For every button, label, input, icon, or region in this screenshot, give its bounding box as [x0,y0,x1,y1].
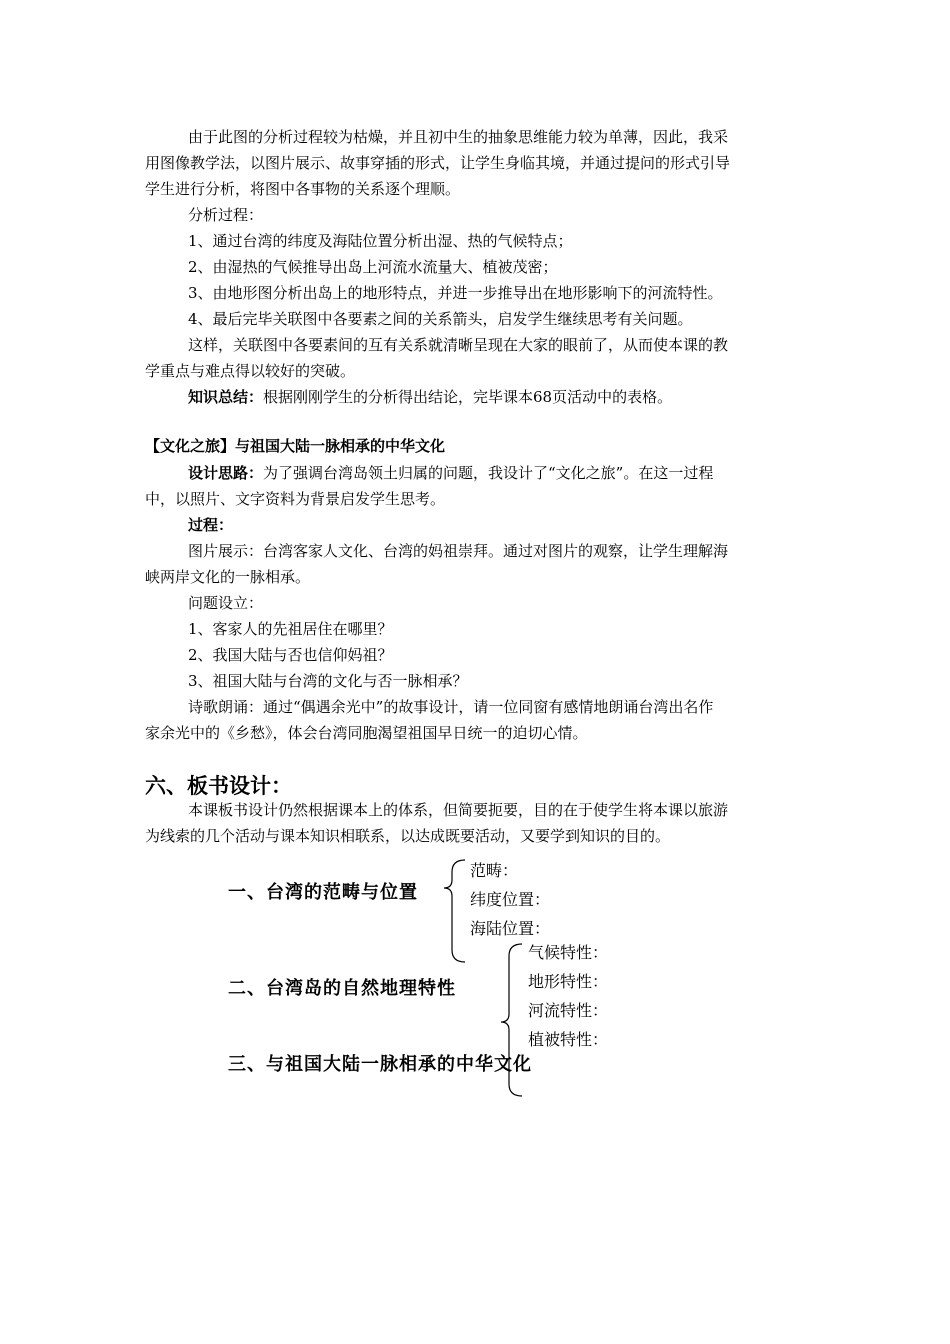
paragraph-line: 峡两岸文化的一脉相承。 [145,568,311,586]
brace2-item: 地形特性： [528,972,609,991]
list-item: 2、由湿热的气候推导出岛上河流水流量大、植被茂密； [188,258,558,276]
paragraph-line: 学重点与难点得以较好的突破。 [145,362,356,380]
paragraph-line: 用图像教学法，以图片展示、故事穿插的形式，让学生身临其境，并通过提问的形式引导 [145,154,731,172]
question-item: 1、客家人的先祖居住在哪里？ [188,620,393,638]
brace2-item: 植被特性： [528,1030,609,1049]
paragraph-line: 为线索的几个活动与课本知识相联系，以达成既要活动，又要学到知识的目的。 [145,827,671,845]
board-item-3: 三、与祖国大陆一脉相承的中华文化 [228,1054,532,1075]
paragraph-line: 学生进行分析，将图中各事物的关系逐个理顺。 [145,180,461,198]
paragraph-line: 图片展示：台湾客家人文化、台湾的妈祖崇拜。通过对图片的观察，让学生理解海 [188,542,729,560]
summary-line [188,385,672,409]
process-label: 分析过程： [188,206,264,224]
brace2-item: 气候特性： [528,943,609,962]
section-heading: 【文化之旅】与祖国大陆一脉相承的中华文化 [145,437,446,455]
board-item-2: 二、台湾岛的自然地理特性 [228,978,456,999]
section-title: 六、板书设计： [145,773,292,798]
paragraph-line: 本课板书设计仍然根据课本上的体系，但简要扼要，目的在于使学生将本课以旅游 [188,801,729,819]
brace2-item: 河流特性： [528,1001,609,1020]
question-item: 2、我国大陆与否也信仰妈祖？ [188,646,393,664]
question-item: 3、祖国大陆与台湾的文化与否一脉相承？ [188,672,468,690]
paragraph-line: 家余光中的《乡愁》，体会台湾同胞渴望祖国早日统一的迫切心情。 [145,724,588,742]
list-item: 3、由地形图分析出岛上的地形特点，并进一步推导出在地形影响下的河流特性。 [188,284,723,302]
question-label: 问题设立： [188,594,264,612]
paragraph-line: 这样，关联图中各要素间的互有关系就清晰呈现在大家的眼前了，从而使本课的教 [188,336,729,354]
process-label: 过程： [188,516,234,534]
paragraph-line: 中，以照片、文字资料为背景启发学生思考。 [145,490,446,508]
paragraph-line: 诗歌朗诵：通过“偶遇余光中”的故事设计，请一位同窗有感情地朗诵台湾出名作 [188,698,714,716]
summary-text: 根据刚刚学生的分析得出结论，完毕课本68页活动中的表格。 [263,388,673,406]
brace1-item: 纬度位置： [470,890,551,909]
list-item: 1、通过台湾的纬度及海陆位置分析出湿、热的气候特点； [188,232,573,250]
left-brace-1 [444,860,465,962]
brace1-item: 海陆位置： [470,919,551,938]
design-line [188,461,713,485]
design-text: 为了强调台湾岛领土归属的问题，我设计了“文化之旅”。在这一过程 [263,464,714,482]
design-label: 设计思路： [188,464,264,482]
summary-label: 知识总结： [188,388,264,406]
list-item: 4、最后完毕关联图中各要素之间的关系箭头，启发学生继续思考有关问题。 [188,310,693,328]
board-item-1: 一、台湾的范畴与位置 [228,882,418,903]
brace1-item: 范畴： [470,861,519,880]
paragraph-line: 由于此图的分析过程较为枯燥，并且初中生的抽象思维能力较为单薄，因此，我采 [188,128,729,146]
